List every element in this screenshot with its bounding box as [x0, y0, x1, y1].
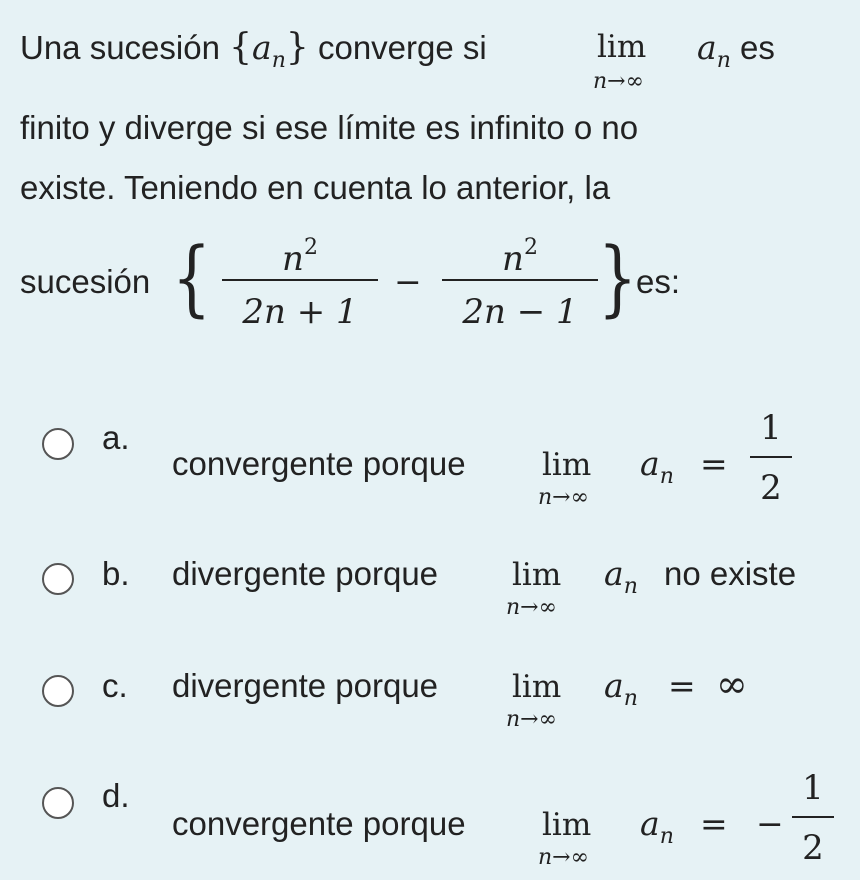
option-a-lim-sub: n→∞: [538, 485, 589, 510]
option-a-letter: a.: [102, 419, 130, 456]
fraction-2-numerator: [440, 228, 600, 279]
radio-option-b[interactable]: [42, 563, 74, 595]
option-d-var: a: [640, 804, 660, 843]
option-a-numerator: 1: [760, 408, 782, 448]
fraction-1-denominator: 2n + 1: [242, 292, 358, 332]
option-a-text: convergente porque: [172, 445, 466, 482]
option-b-var: a: [604, 554, 624, 593]
fraction-2-bar: [442, 279, 598, 281]
option-b-lim: lim: [512, 557, 562, 593]
option-d-letter: d.: [102, 777, 130, 814]
radio-option-d[interactable]: [42, 787, 74, 819]
question-line-4-label: sucesión: [20, 263, 151, 300]
question-text: converge si: [317, 29, 487, 66]
brace-open: {: [229, 27, 253, 68]
radio-option-a[interactable]: [42, 428, 74, 460]
lim-subscript: n→∞: [593, 69, 644, 94]
fraction-1-bar: [222, 279, 378, 281]
option-c-value: ∞: [716, 662, 748, 706]
option-a-equals: =: [700, 444, 728, 483]
option-a-fraction-bar: [750, 456, 792, 458]
option-c-equals: =: [668, 666, 696, 705]
question-line-3: existe. Teniendo en cuenta lo anterior, la: [20, 169, 611, 206]
option-d-sub: n: [659, 824, 674, 849]
frac1-num-exp: 2: [303, 235, 318, 260]
option-a-sub: n: [659, 464, 674, 489]
option-c-lim: lim: [512, 669, 562, 705]
option-d-fraction-bar: [792, 816, 834, 818]
option-c-term: [604, 666, 638, 719]
minus-sign: −: [394, 262, 422, 301]
an-sub: n: [716, 48, 731, 73]
brace-close: }: [285, 27, 309, 68]
option-d-lim-sub: n→∞: [538, 845, 589, 870]
big-brace-close: }: [598, 231, 638, 326]
option-d-numerator: 1: [802, 768, 824, 808]
fraction-2-denominator: 2n − 1: [462, 292, 578, 332]
option-d-term: [640, 804, 674, 857]
option-c-lim-sub: n→∞: [506, 707, 557, 732]
option-b-lim-sub: n→∞: [506, 595, 557, 620]
option-b-sub: n: [623, 574, 638, 599]
fraction-1-numerator: [220, 228, 380, 279]
option-c-letter: c.: [102, 667, 128, 704]
radio-option-c[interactable]: [42, 675, 74, 707]
option-c-var: a: [604, 666, 624, 705]
option-a-term: [640, 444, 674, 497]
option-b-tail: no existe: [664, 555, 797, 592]
frac2-num-var: n: [502, 239, 524, 279]
option-c-text: divergente porque: [172, 667, 439, 704]
an-var: a: [697, 28, 717, 67]
question-text: es: [740, 29, 775, 66]
option-b-text: divergente porque: [172, 555, 439, 592]
question-line-1: [20, 28, 487, 81]
question-text: Una sucesión: [20, 29, 220, 66]
option-b-letter: b.: [102, 555, 130, 592]
frac1-num-var: n: [282, 239, 304, 279]
question-line-4-end: es:: [636, 263, 681, 300]
question-line-2: finito y diverge si ese límite es infinito o no: [20, 109, 639, 146]
lim-word: lim: [597, 29, 647, 65]
option-d-text: convergente porque: [172, 805, 466, 842]
option-a-lim: lim: [542, 447, 592, 483]
option-d-sign: −: [756, 804, 784, 843]
option-d-lim: lim: [542, 807, 592, 843]
option-c-sub: n: [623, 686, 638, 711]
seq-sub: n: [271, 48, 286, 73]
option-a-denominator: 2: [760, 468, 782, 508]
an-term: [697, 28, 775, 81]
option-b-term: [604, 554, 638, 607]
option-d-equals: =: [700, 804, 728, 843]
option-a-var: a: [640, 444, 660, 483]
big-brace-open: {: [172, 231, 212, 326]
frac2-num-exp: 2: [523, 235, 538, 260]
option-d-denominator: 2: [802, 828, 824, 868]
seq-var: a: [252, 28, 272, 67]
